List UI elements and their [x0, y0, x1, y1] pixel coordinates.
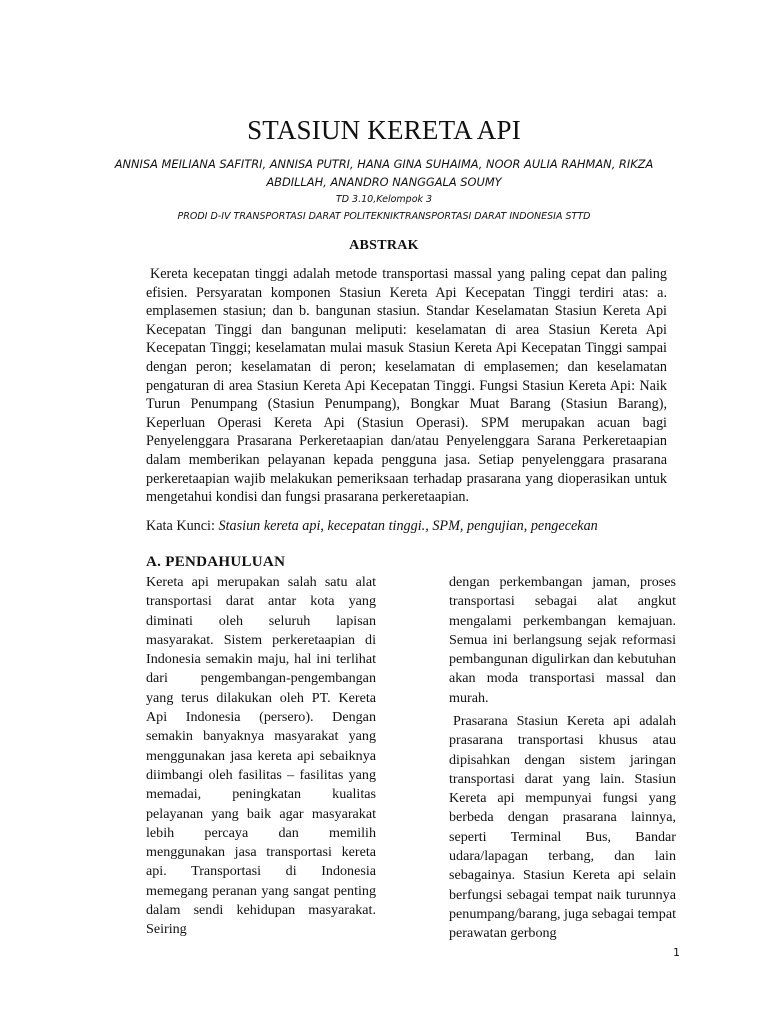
left-column-paragraph: Kereta api merupakan salah satu alat transportasi darat antar kota yang diminati oleh seluruh lapisan masyarakat. Sistem perkeretaapian di Indonesia semakin maju, hal ini terlihat dari pengembangan-pengembangan yang terus dilakukan oleh PT. Kereta Api Indonesia (persero). Dengan semakin banyaknya masyarakat yang menggunakan jasa kereta api sebaiknya diimbangi oleh fasilitas – fasilitas yang memadai, peningkatan kualitas pelayanan yang baik agar masyarakat lebih percaya dan memilih menggunakan jasa transportasi kereta api. Transportasi di Indonesia memegang peranan yang sangat penting dalam sendi kehidupan masyarakat. Seiring	[146, 574, 376, 938]
right-column-paragraph-2: Prasarana Stasiun Kereta api adalah prasarana transportasi khusus atau dipisahkan dengan sistem jaringan transportasi darat yang lain. Stasiun Kereta api mempunyai fungsi yang berbeda dengan prasarana lainnya, seperti Terminal Bus, Bandar udara/lapagan terbang, dan lain sebagainya. Stasiun Kereta api selain berfungsi sebagai tempat naik turunnya penumpang/barang, juga sebagai tempat perawatan gerbong	[449, 713, 676, 942]
right-column-top	[449, 573, 676, 708]
right-column-bottom	[449, 712, 676, 944]
keywords-text: Stasiun kereta api, kecepatan tinggi., SPM, pengujian, pengecekan	[218, 518, 598, 534]
author-list: ANNISA MEILIANA SAFITRI, ANNISA PUTRI, HANA GINA SUHAIMA, NOOR AULIA RAHMAN, RIKZA ABDILLAH, ANANDRO NANGGALA SOUMY	[114, 157, 654, 189]
affiliation: PRODI D-IV TRANSPORTASI DARAT POLITEKNIKTRANSPORTASI DARAT INDONESIA STTD	[177, 211, 591, 222]
abstract-heading: ABSTRAK	[349, 238, 419, 253]
paper-title: STASIUN KERETA API	[247, 115, 521, 145]
abstract-body	[146, 265, 667, 507]
left-column	[146, 573, 376, 940]
keywords	[146, 517, 686, 536]
abstract-paragraph: Kereta kecepatan tinggi adalah metode transportasi massal yang paling cepat dan paling efisien. Persyaratan komponen Stasiun Kereta Api Kecepatan Tinggi terdiri atas: a. emplasemen stasiun; dan b. bangunan stasiun. Standar Keselamatan Stasiun Kereta Api Kecepatan Tinggi dan bangunan meliputi: keselamatan di area Stasiun Kereta Api Kecepatan Tinggi; keselamatan mulai masuk Stasiun Kereta Api Kecepatan Tinggi sampai dengan peron; keselamatan di peron; keselamatan di emplasemen; dan keselamatan pengaturan di area Stasiun Kereta Api Kecepatan Tinggi. Fungsi Stasiun Kereta Api: Naik Turun Penumpang (Stasiun Penumpang), Bongkar Muat Barang (Stasiun Barang), Keperluan Operasi Kereta Api (Stasiun Operasi). SPM merupakan acuan bagi Penyelenggara Prasarana Perkeretaapian dan/atau Penyelenggara Sarana Perkeretaapian dalam memberikan pelayanan kepada pengguna jasa. Setiap penyelenggara prasarana perkeretaapian wajib melakukan pemeriksaan terhadap prasarana yang dioperasikan untuk mengetahui kondisi dan fungsi prasarana perkeretaapian.	[146, 266, 667, 506]
page-number: 1	[673, 946, 680, 959]
keywords-label: Kata Kunci:	[146, 518, 219, 534]
group-info: TD 3.10,Kelompok 3	[335, 194, 433, 205]
section-heading: A. PENDAHULUAN	[146, 554, 286, 570]
right-column-paragraph-1: dengan perkembangan jaman, proses transportasi sebagai alat angkut mengalami perkembangan kemajuan. Semua ini berlangsung sejak reformasi pembangunan digulirkan dan kebutuhan akan moda transportasi massal dan murah.	[449, 574, 676, 706]
